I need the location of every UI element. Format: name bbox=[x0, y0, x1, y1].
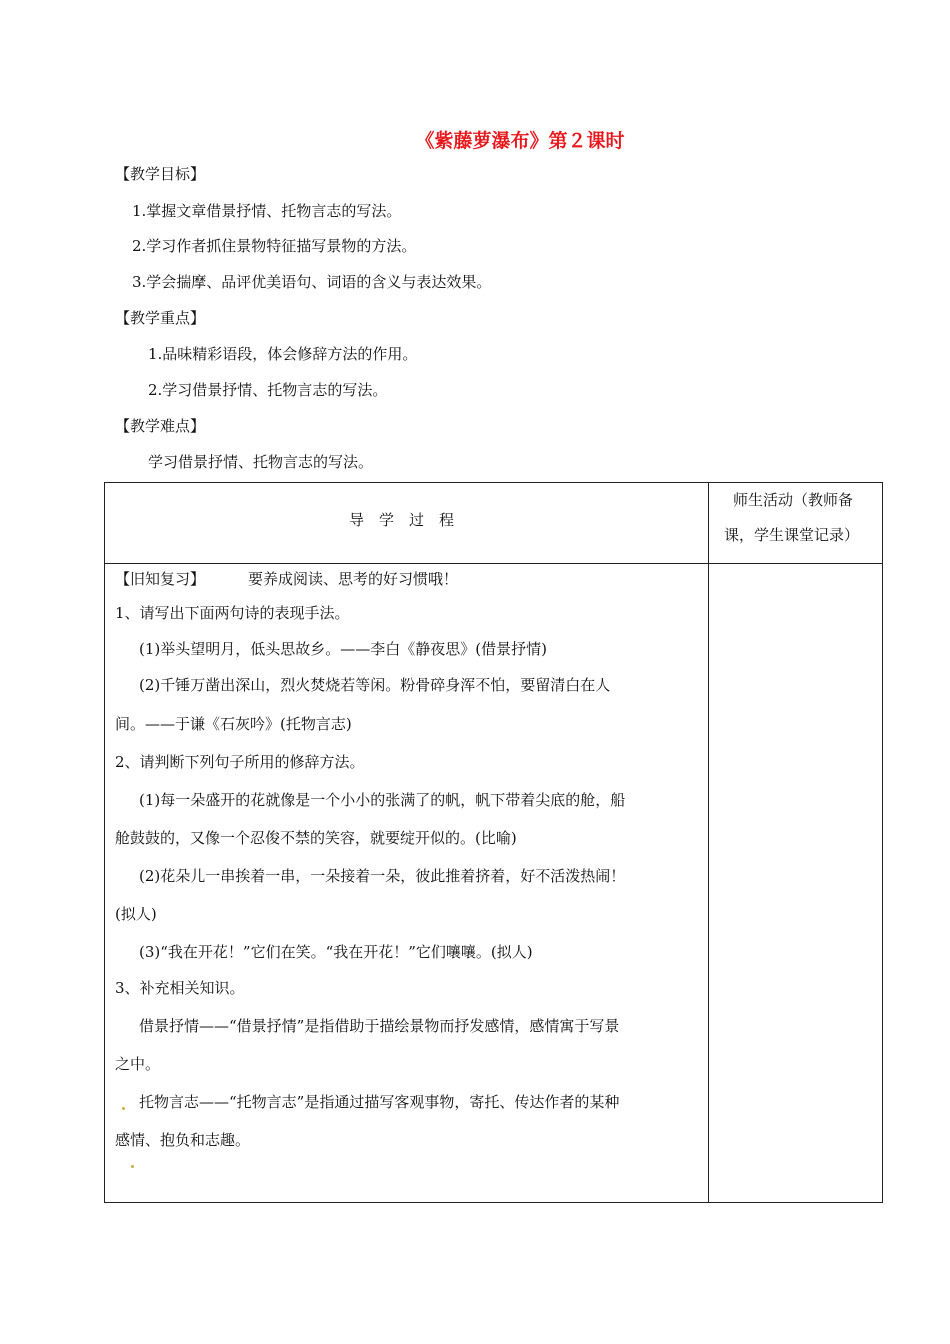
content-line: 感情、抱负和志趣。 bbox=[115, 1131, 251, 1149]
content-line: (3)“我在开花！”它们在笑。“我在开花！”它们嚷嚷。(拟人) bbox=[139, 943, 533, 961]
difficulty-item: 学习借景抒情、托物言志的写法。 bbox=[148, 453, 374, 471]
content-line: (2)花朵儿一串挨着一串，一朵接着一朵，彼此推着挤着，好不活泼热闹！ bbox=[139, 867, 626, 885]
content-line: 间。——于谦《石灰吟》(托物言志) bbox=[115, 715, 352, 733]
lesson-table bbox=[104, 482, 883, 1203]
key-points-heading: 【教学重点】 bbox=[115, 309, 206, 327]
content-line: 3、补充相关知识。 bbox=[115, 979, 245, 997]
objective-item: 2.学习作者抓住景物特征描写景物的方法。 bbox=[132, 237, 417, 255]
content-line: 托物言志——“托物言志”是指通过描写客观事物，寄托、传达作者的某种 bbox=[139, 1093, 620, 1111]
objective-item: 3.学会揣摩、品评优美语句、词语的含义与表达效果。 bbox=[132, 273, 492, 291]
review-heading: 【旧知复习】 bbox=[115, 570, 206, 588]
key-point-item: 1.品味精彩语段，体会修辞方法的作用。 bbox=[148, 345, 418, 363]
speck-mark bbox=[131, 1165, 134, 1168]
header-left-label: 导 学 过 程 bbox=[349, 511, 455, 529]
header-right-line2: 课，学生课堂记录） bbox=[724, 526, 860, 544]
difficulties-heading: 【教学难点】 bbox=[115, 417, 206, 435]
activities-content bbox=[709, 564, 883, 1203]
objective-item: 1.掌握文章借景抒情、托物言志的写法。 bbox=[132, 202, 402, 220]
content-line: 2、请判断下列句子所用的修辞方法。 bbox=[115, 753, 365, 771]
page-title: 《紫藤萝瀑布》第２课时 bbox=[415, 130, 625, 152]
speck-mark bbox=[122, 1107, 125, 1110]
content-line: (拟人) bbox=[115, 905, 157, 923]
guide-process-content bbox=[105, 564, 709, 1203]
content-line: (2)千锤万凿出深山，烈火焚烧若等闲。粉骨碎身浑不怕，要留清白在人 bbox=[139, 676, 611, 694]
content-line: (1)每一朵盛开的花就像是一个小小的张满了的帆，帆下带着尖底的舱，船 bbox=[139, 791, 626, 809]
content-line: 借景抒情——“借景抒情”是指借助于描绘景物而抒发感情，感情寓于写景 bbox=[139, 1017, 620, 1035]
key-point-item: 2.学习借景抒情、托物言志的写法。 bbox=[148, 381, 388, 399]
header-right-line1: 师生活动（教师备 bbox=[733, 491, 854, 509]
review-note: 要养成阅读、思考的好习惯哦！ bbox=[248, 570, 459, 588]
content-line: (1)举头望明月，低头思故乡。——李白《静夜思》(借景抒情) bbox=[139, 640, 547, 658]
header-guide-process bbox=[105, 483, 709, 564]
content-line: 舱鼓鼓的，又像一个忍俊不禁的笑容，就要绽开似的。(比喻) bbox=[115, 829, 517, 847]
content-line: 1、请写出下面两句诗的表现手法。 bbox=[115, 604, 350, 622]
objectives-heading: 【教学目标】 bbox=[115, 165, 206, 183]
header-activities bbox=[709, 483, 883, 564]
content-line: 之中。 bbox=[115, 1055, 161, 1073]
